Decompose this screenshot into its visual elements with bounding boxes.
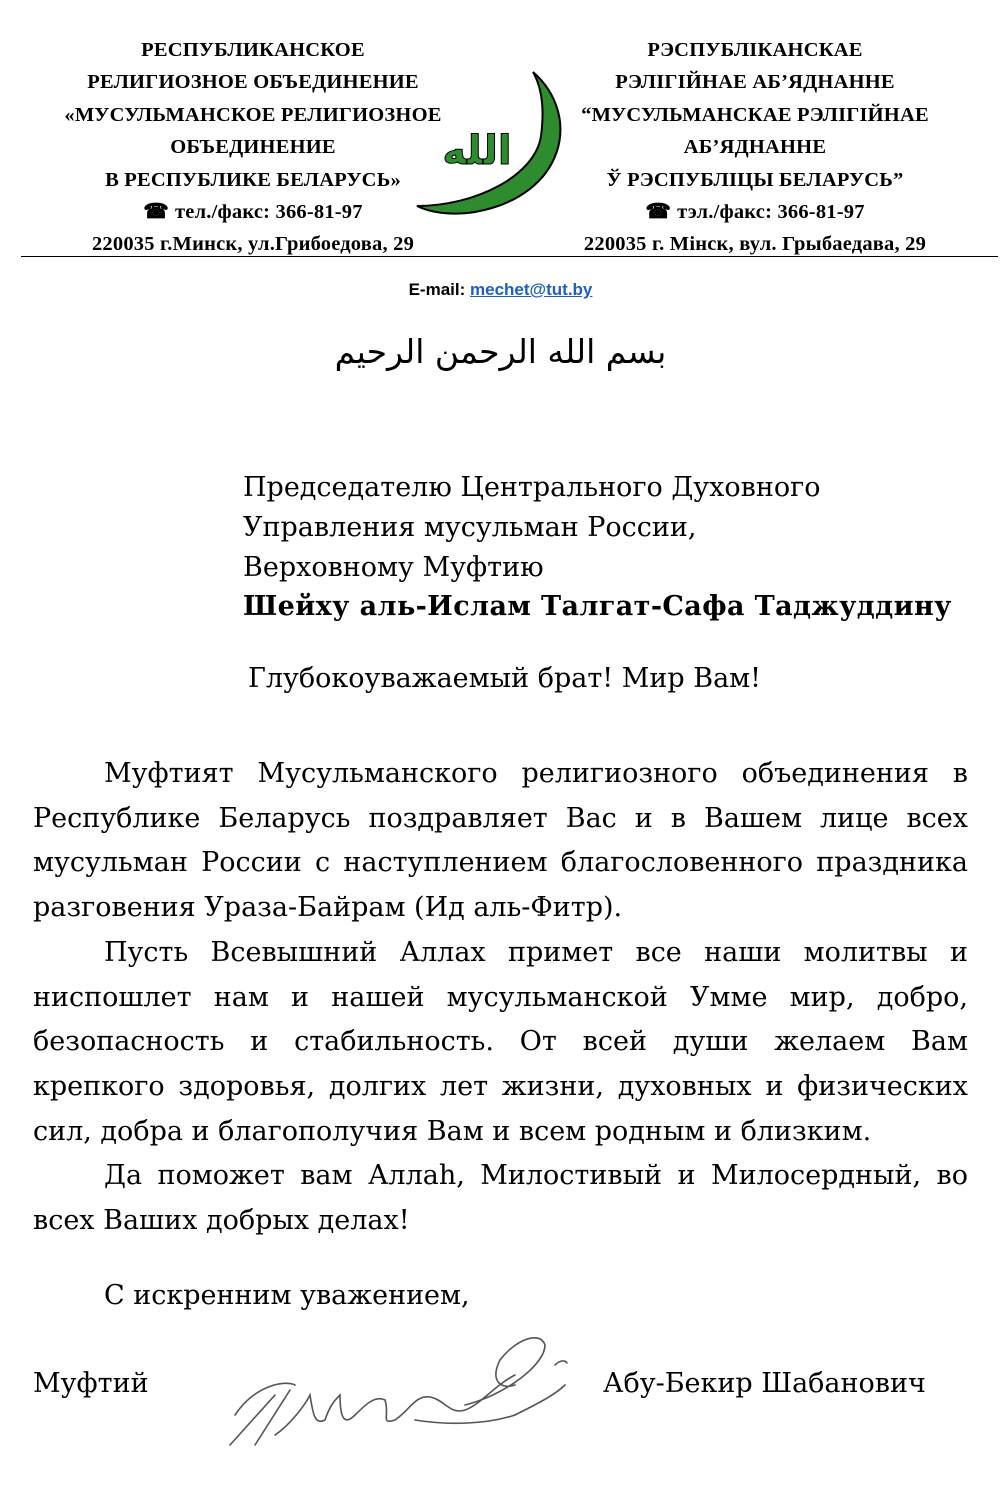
email-label: E-mail: bbox=[408, 280, 466, 299]
header-right bbox=[520, 34, 990, 261]
header-divider bbox=[21, 256, 998, 257]
header-right-line: РЭСПУБЛІКАНСКАЕ bbox=[647, 39, 863, 61]
addressee-name: Шейху аль-Ислам Талгат-Сафа Таджуддину bbox=[243, 591, 952, 623]
header-right-phone bbox=[520, 196, 990, 228]
phone-text: тел./факс: 366-81-97 bbox=[175, 201, 363, 224]
paragraph: Пусть Всевышний Аллах примет все наши молитвы и ниспошлет нам и нашей мусульманской Умме мир, добро, безопасность и стабильность. От всей души желаем Вам крепкого здоровья, долгих лет жизни, духовных и физических сил, добра и благополучия Вам и всем родным и близким. bbox=[33, 936, 968, 1147]
crescent-allah-logo-icon bbox=[415, 66, 575, 216]
closing: С искренним уважением, bbox=[104, 1280, 470, 1311]
header-right-address: 220035 г. Мінск, вул. Грыбаедава, 29 bbox=[583, 233, 927, 256]
letter-body bbox=[33, 752, 968, 1244]
addressee-block bbox=[243, 468, 983, 627]
greeting: Глубокоуважаемый брат! Мир Вам! bbox=[248, 663, 762, 694]
header-left-line: РЕЛИГИОЗНОЕ ОБЪЕДИНЕНИЕ bbox=[87, 71, 419, 94]
paragraph: Да поможет вам Аллаh, Милостивый и Милосердный, во всех Ваших добрых делах! bbox=[33, 1160, 968, 1237]
email-line bbox=[0, 280, 1001, 300]
addressee-line: Председателю Центрального Духовного bbox=[243, 472, 821, 503]
header-left-line: РЕСПУБЛИКАНСКОЕ bbox=[141, 39, 365, 61]
logo-allah-text: الله bbox=[442, 128, 512, 174]
header-right-line: РЭЛІГІЙНАЕ АБ’ЯДНАННЕ bbox=[615, 71, 895, 94]
signatory-title: Муфтий bbox=[33, 1368, 149, 1399]
header-left-address: 220035 г.Минск, ул.Грибоедова, 29 bbox=[91, 233, 415, 256]
phone-icon: ☎ bbox=[645, 201, 672, 224]
header-right-line: АБ’ЯДНАННЕ bbox=[683, 136, 827, 159]
basmala: بسم الله الرحمن الرحيم bbox=[334, 332, 667, 371]
phone-text: тэл./факс: 366-81-97 bbox=[677, 201, 865, 224]
header-right-line: “МУСУЛЬМАНСКАЕ РЭЛІГІЙНАЕ bbox=[581, 103, 929, 126]
phone-icon: ☎ bbox=[143, 201, 170, 224]
addressee-line: Управления мусульман России, bbox=[243, 511, 697, 543]
addressee-line: Верховному Муфтию bbox=[243, 551, 544, 583]
email-link[interactable]: mechet@tut.by bbox=[470, 280, 593, 299]
header-left-line: В РЕСПУБЛИКЕ БЕЛАРУСЬ» bbox=[105, 168, 401, 191]
header-left-line: ОБЪЕДИНЕНИЕ bbox=[170, 136, 336, 159]
header-left-line: «МУСУЛЬМАНСКОЕ РЕЛИГИОЗНОЕ bbox=[64, 103, 442, 126]
handwritten-signature-icon bbox=[215, 1325, 595, 1475]
paragraph: Муфтият Мусульманского религиозного объединения в Республике Беларусь поздравляет Вас и в Вашем лице всех мусульман России с наступлением благословенного праздника разговения Ураза-Байрам (Ид аль-Фитр). bbox=[33, 758, 968, 924]
signatory-name: Абу-Бекир Шабанович bbox=[603, 1368, 926, 1399]
header-right-line: Ў РЭСПУБЛІЦЫ БЕЛАРУСЬ” bbox=[606, 168, 904, 191]
